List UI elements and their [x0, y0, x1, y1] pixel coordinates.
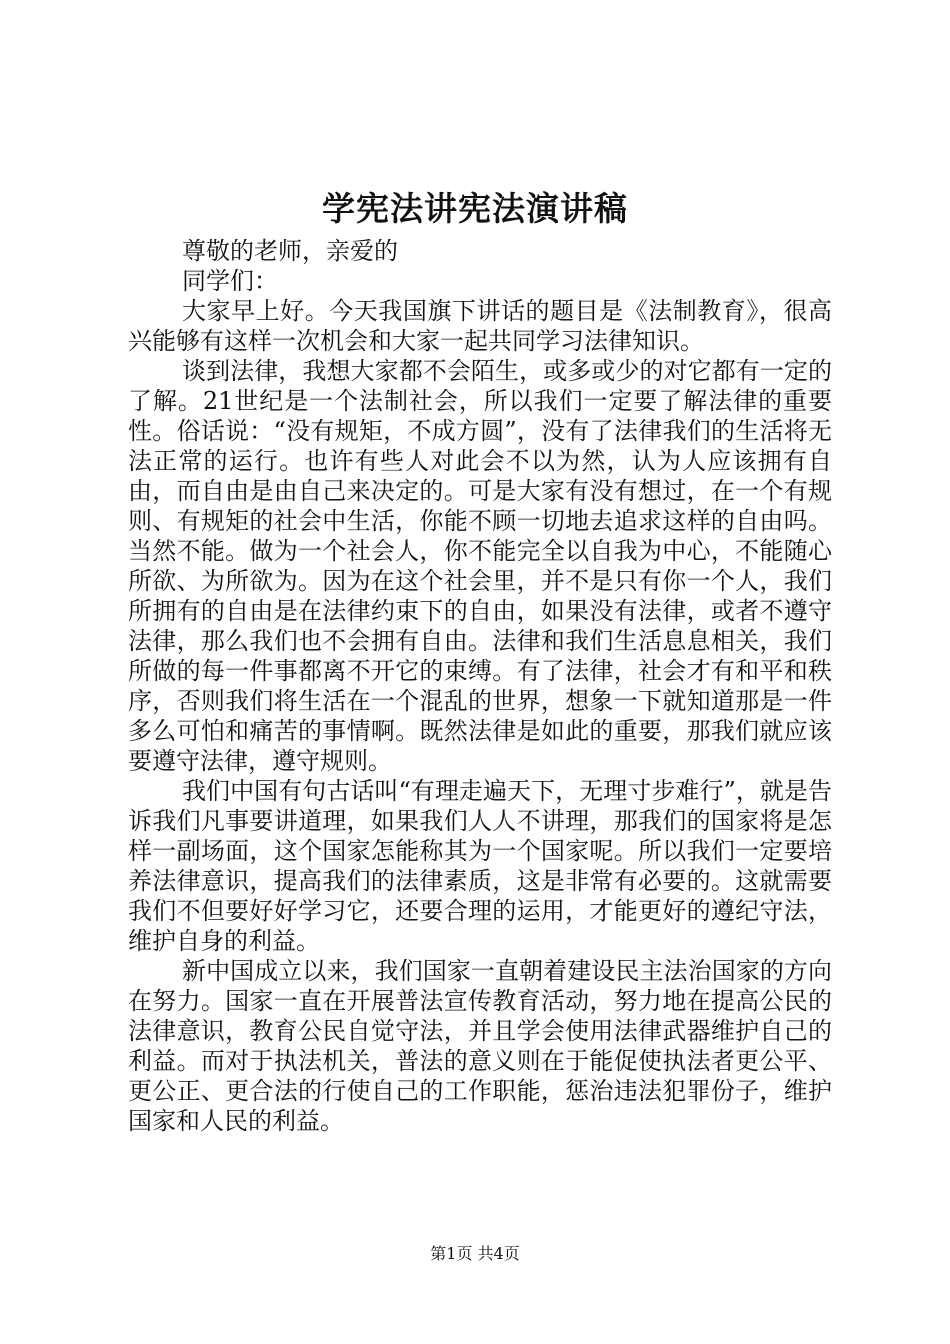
document-body	[128, 236, 832, 1136]
salutation-line-1: 尊敬的老师，亲爱的	[182, 237, 398, 265]
paragraph-proverb: 我们中国有句古话叫“有理走遍天下，无理寸步难行”，就是告诉我们凡事要讲道理，如果我们人人不讲理，那我们的国家将是怎样一副场面，这个国家怎能称其为一个国家呢。所以我们一定要培养法律意识，提高我们的法律素质，这是非常有必要的。这就需要我们不但要好好学习它，还要合理的运用，才能更好的遵纪守法，维护自身的利益。	[128, 777, 832, 955]
document-title: 学宪法讲宪法演讲稿	[322, 189, 628, 228]
paragraph-rule-of-law: 新中国成立以来，我们国家一直朝着建设民主法治国家的方向在努力。国家一直在开展普法宣传教育活动，努力地在提高公民的法律意识，教育公民自觉守法，并且学会使用法律武器维护自己的利益。而对于执法机关，普法的意义则在于能促使执法者更公平、更公正、更合法的行使自己的工作职能，惩治违法犯罪份子，维护国家和人民的利益。	[128, 957, 832, 1135]
paragraph-law-importance: 谈到法律，我想大家都不会陌生，或多或少的对它都有一定的了解。21世纪是一个法制社会，所以我们一定要了解法律的重要性。俗话说：“没有规矩，不成方圆”，没有了法律我们的生活将无法正常的运行。也许有些人对此会不以为然，认为人应该拥有自由，而自由是由自己来决定的。可是大家有没有想过，在一个有规则、有规矩的社会中生活，你能不顾一切地去追求这样的自由吗。当然不能。做为一个社会人，你不能完全以自我为中心，不能随心所欲、为所欲为。因为在这个社会里，并不是只有你一个人，我们所拥有的自由是在法律约束下的自由，如果没有法律，或者不遵守法律，那么我们也不会拥有自由。法律和我们生活息息相关，我们所做的每一件事都离不开它的束缚。有了法律，社会才有和平和秩序，否则我们将生活在一个混乱的世界，想象一下就知道那是一件多么可怕和痛苦的事情啊。既然法律是如此的重要，那我们就应该要遵守法律，遵守规则。	[128, 357, 832, 775]
page-number-footer: 第1页 共4页	[430, 1244, 520, 1263]
salutation-line-2: 同学们：	[182, 267, 278, 295]
paragraph-greeting: 大家早上好。今天我国旗下讲话的题目是《法制教育》，很高兴能够有这样一次机会和大家一起共同学习法律知识。	[128, 297, 832, 355]
